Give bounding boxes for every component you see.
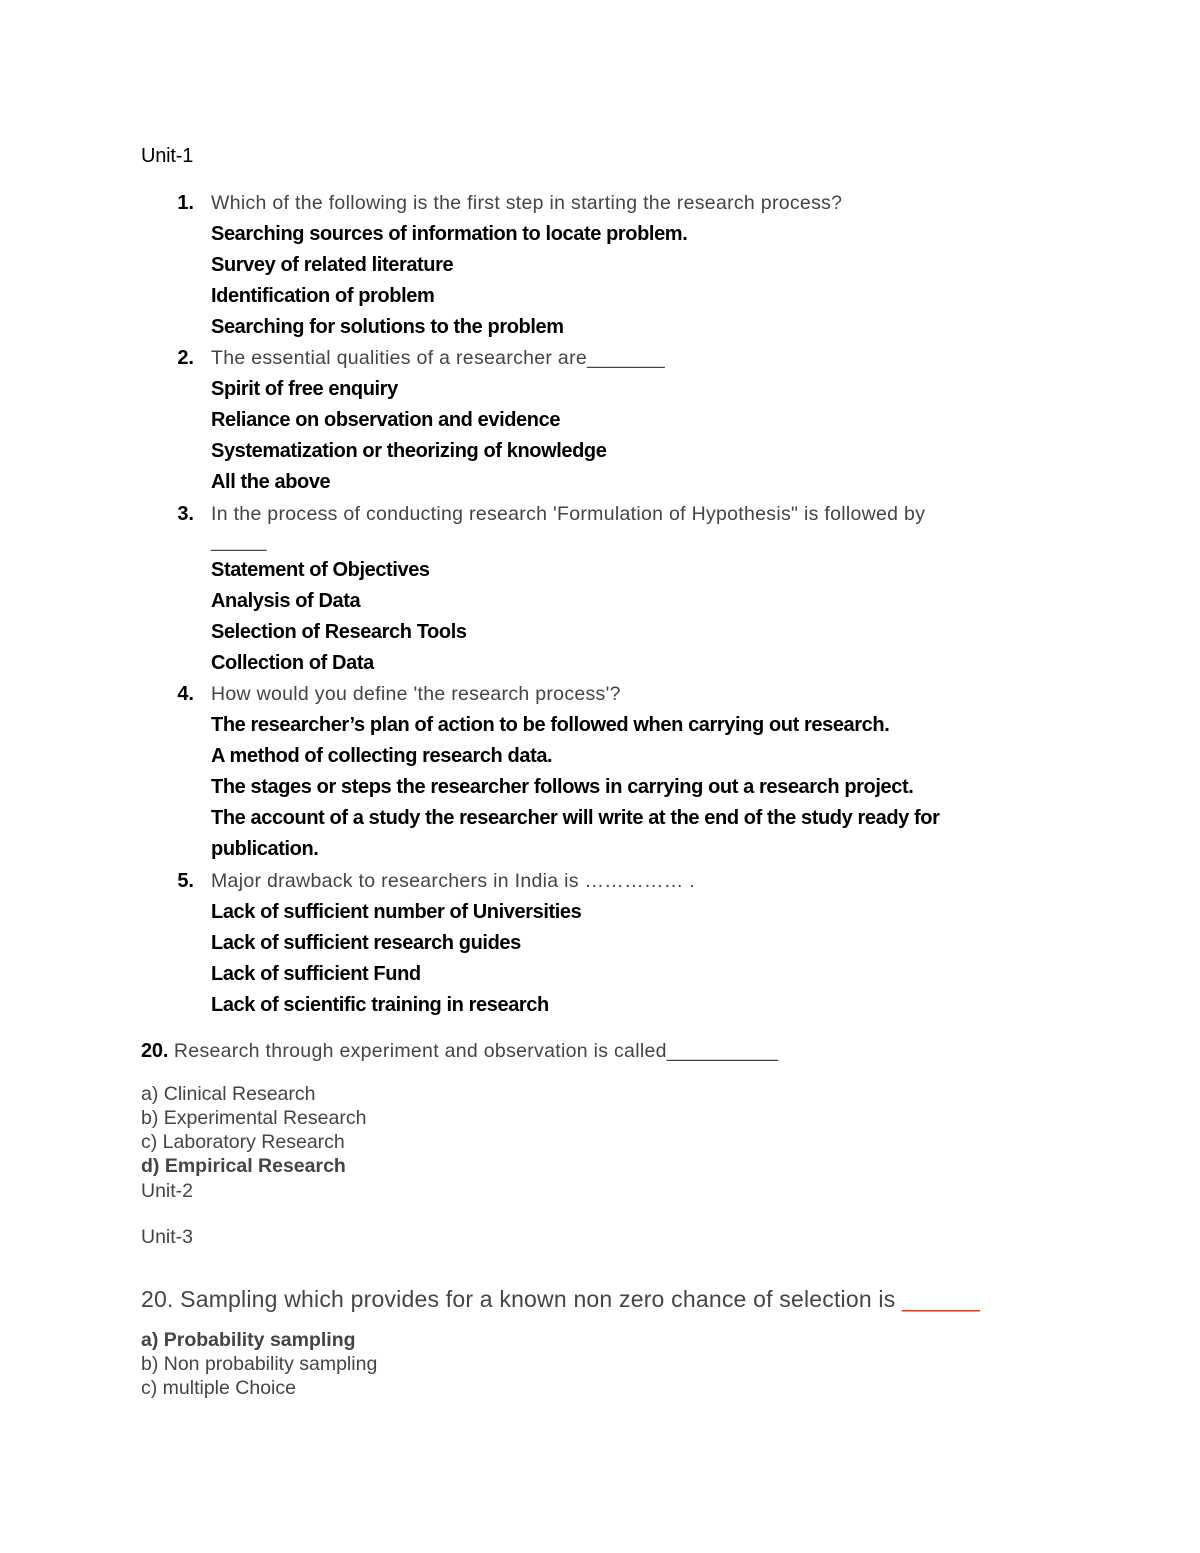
option: Lack of sufficient Fund — [211, 963, 421, 985]
question-number: 1. — [177, 192, 194, 214]
question-number: 2. — [177, 347, 194, 369]
option: Statement of Objectives — [211, 559, 430, 581]
option-continuation: publication. — [211, 838, 319, 860]
option: b) Non probability sampling — [141, 1353, 378, 1375]
unit-3-heading: Unit-3 — [141, 1226, 194, 1248]
question-text: How would you define 'the research process'? — [211, 683, 621, 705]
question-text: 20. Sampling which provides for a known non zero chance of selection is — [141, 1286, 903, 1312]
unit-2-heading: Unit-2 — [141, 1180, 194, 1202]
option: Searching sources of information to locate problem. — [211, 223, 688, 245]
option: Lack of sufficient number of Universities — [211, 901, 582, 923]
option: Survey of related literature — [211, 254, 454, 276]
option: Identification of problem — [211, 285, 435, 307]
unit-1-heading: Unit-1 — [141, 145, 194, 167]
option: The stages or steps the researcher follows in carrying out a research project. — [211, 776, 914, 798]
question-text-line-1: In the process of conducting research 'Formulation of Hypothesis" is followed by — [211, 503, 926, 525]
option-correct: a) Probability sampling — [141, 1329, 356, 1351]
option: c) Laboratory Research — [141, 1131, 345, 1153]
option: Searching for solutions to the problem — [211, 316, 564, 338]
question-number: 5. — [177, 870, 194, 892]
option: c) multiple Choice — [141, 1377, 296, 1399]
question-text: Research through experiment and observation is called__________ — [168, 1040, 779, 1062]
option: A method of collecting research data. — [211, 745, 553, 767]
option: All the above — [211, 471, 331, 493]
question-number: 4. — [177, 683, 194, 705]
option: Analysis of Data — [211, 590, 361, 612]
option: Selection of Research Tools — [211, 621, 467, 643]
option: Lack of sufficient research guides — [211, 932, 521, 954]
answer-blank: ______ — [902, 1286, 980, 1312]
question-text: Which of the following is the first step in starting the research process? — [211, 192, 843, 214]
option: Collection of Data — [211, 652, 374, 674]
option: Reliance on observation and evidence — [211, 409, 561, 431]
question-text: Major drawback to researchers in India is …………… . — [211, 870, 695, 892]
question-number: 20. — [141, 1040, 169, 1062]
question-text-line-2: _____ — [211, 530, 267, 552]
question-20-sampling — [141, 1286, 980, 1313]
option: b) Experimental Research — [141, 1107, 367, 1129]
question-20-experimental — [141, 1040, 778, 1063]
option: Lack of scientific training in research — [211, 994, 549, 1016]
option-correct: d) Empirical Research — [141, 1155, 346, 1177]
question-number: 3. — [177, 503, 194, 525]
option: a) Clinical Research — [141, 1083, 316, 1105]
option: The account of a study the researcher will write at the end of the study ready for — [211, 807, 940, 829]
option: Systematization or theorizing of knowledge — [211, 440, 607, 462]
option: Spirit of free enquiry — [211, 378, 398, 400]
option: The researcher’s plan of action to be followed when carrying out research. — [211, 714, 890, 736]
question-text: The essential qualities of a researcher are_______ — [211, 347, 666, 369]
